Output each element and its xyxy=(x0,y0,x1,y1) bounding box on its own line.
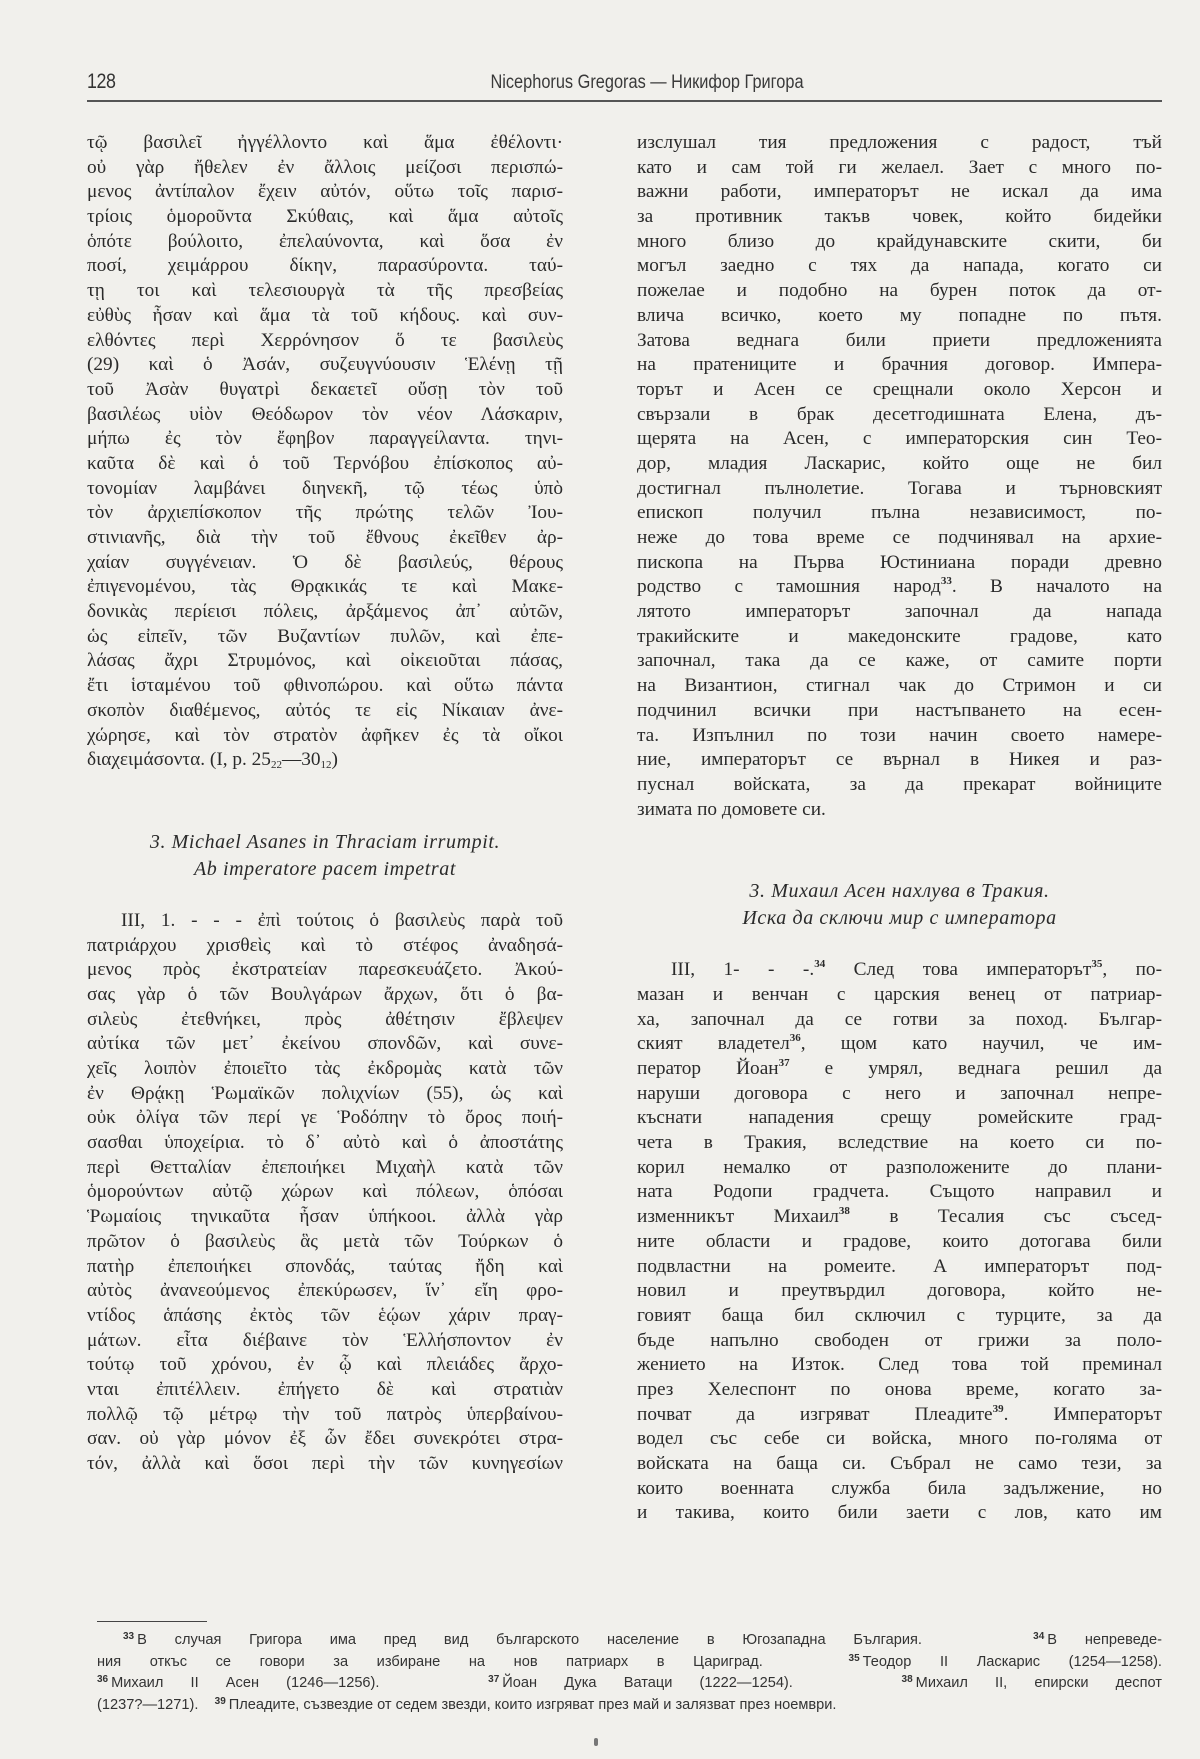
text-line: τρίοις ὁμοροῦντα Σκύθαις, καὶ ἅμα αὐτοῖς xyxy=(87,206,563,228)
text-line: μενος ἀντίπαλον ἔχειν αὐτόν, οὕτω τοῖς παρισ- xyxy=(87,181,563,203)
text-line: почват да изгряват Плеадите$^{39}$. Императорът xyxy=(637,1402,1162,1425)
text-line: τόν, ἀλλὰ καὶ ὅσοι περὶ τὴν τῶν κυνηγεσίων xyxy=(87,1453,563,1474)
footnotes xyxy=(97,1628,1162,1714)
text-line: водел със себе си войска, много по-голяма от xyxy=(637,1428,1162,1450)
text-line: чета в Тракия, вследствие на което си по- xyxy=(637,1132,1162,1154)
greek-paragraph-1 xyxy=(87,131,563,748)
text-line: ὁπότε βούλοιτο, ἐπελαύνοντα, καὶ ὅσα ἐν xyxy=(87,230,563,252)
text-line: οὐ γὰρ ἤθελεν ἐν ἄλλοις μείζοσι περισπώ- xyxy=(87,156,563,178)
footnote-33-number: 33 xyxy=(123,1631,135,1642)
footnote-39-text: Плеадите, съзвездие от седем звезди, които изгряват през май и залязват през ноември. xyxy=(228,1696,837,1713)
text-line: пуснал войската, за да прекарат войниците xyxy=(637,773,1162,795)
text-line: войската на баща си. Събрал не само тези, за xyxy=(637,1453,1162,1474)
footnote-ref-35[interactable]: 35 xyxy=(1091,958,1103,971)
text-line: αὐτίκα τῶν μετ᾽ ἐκείνου σπονδῶν, καὶ συνε- xyxy=(87,1033,563,1055)
text-line: влича всичко, което му попадне по пътя. xyxy=(637,304,1162,326)
text-line: Ῥωμαίοις τηνικαῦτα ἦσαν ὑπήκοοι. ἀλλὰ γὰρ xyxy=(87,1206,563,1228)
footnote-39-number: 39 xyxy=(214,1695,226,1707)
footnote-34-number: 34 xyxy=(1033,1631,1045,1642)
text-line: πολλῷ τῷ μέτρῳ τὴν τοῦ πατρὸς ὑπερβαίνου- xyxy=(87,1403,563,1425)
text-line: много близо до крайдунавските скити, би xyxy=(637,230,1162,252)
footnote-36-text: Михаил II Асен (1246—1256). xyxy=(111,1675,380,1692)
footnote-ref-36[interactable]: 36 xyxy=(789,1032,801,1045)
text-line: родство с тамошния народ$^{33}$. В началото на xyxy=(637,575,1163,598)
footnote-ref-37[interactable]: 37 xyxy=(778,1057,790,1069)
text-line: σας γὰρ ὁ τῶν Βουλγάρων ἄρχων, ὅτι ὁ βα- xyxy=(87,983,563,1005)
text-line: περὶ Θετταλίαν ἐπεποιήκει Μιχαὴλ κατὰ τῶν xyxy=(87,1156,563,1178)
footnote-33-text: В случая Григора има пред вид българското население в Югозападна България. xyxy=(137,1632,922,1648)
text-line: μήπω ἐς τὸν ἔφηβον παραγγείλαντα. τηνι- xyxy=(87,428,563,450)
text-line: III, 1. - - - ἐπὶ τούτοις ὁ βασιλεὺς παρὰ τοῦ xyxy=(121,909,563,931)
footnote-35-text: Теодор II Ласкарис (1254—1258). xyxy=(862,1653,1162,1670)
text-line: къснати нападения срещу ромейските град- xyxy=(637,1107,1162,1129)
text-line: дор, младия Ласкарис, който още не бил xyxy=(637,452,1162,474)
text-line: на Византион, стигнал чак до Стримон и си xyxy=(637,675,1162,697)
text-line: III, 1- - -.$^{34}$ След това императорът$^{35}$, по- xyxy=(671,958,1162,981)
spacer xyxy=(87,883,563,909)
text-line: ние, императорът се върнал в Никея и раз- xyxy=(637,749,1162,771)
text-line: та. Изпълнил по този начин своето намере- xyxy=(637,724,1162,746)
running-title: Nicephorus Gregoras — Никифор Григора xyxy=(490,72,804,93)
text-line: за противник такъв човек, който бидейки xyxy=(637,206,1162,228)
text-line: като и сам той ги желаел. Зает с много по- xyxy=(637,156,1162,178)
header-rule xyxy=(87,100,1162,102)
text-line: говият баща бил сключил с турците, за да xyxy=(637,1304,1162,1326)
text-line: οὐκ ὀλίγα τῶν περί γε Ῥοδόπην τὸ ὄρος ποιή- xyxy=(87,1107,563,1129)
footnote-line-4 xyxy=(97,1693,1162,1715)
text-line: достигнал пълнолетие. Тогава и търновският xyxy=(637,477,1162,499)
footnote-line-3: $^{36}$ Михаил II Асен (1246—1256). $^{37}$ Йоан Дука Ватаци (1222—1254). $^{38}$ Михаил II, епирски деспот xyxy=(97,1674,1162,1692)
text-line: εὐθὺς ἦσαν καὶ ἅμα τὰ τοῦ κήδους. καὶ συν- xyxy=(87,304,563,326)
text-line: σιλεὺς ἐτεθνήκει, πρὸς ἀθέτησιν ἔβλεψεν xyxy=(87,1008,563,1030)
footnote-ref-39[interactable]: 39 xyxy=(992,1402,1004,1415)
text-line: които военната служба била задължение, но xyxy=(637,1477,1162,1499)
text-line: δονικὰς περίεισι πόλεις, ἀρξάμενος ἀπ᾽ αὐτῶν, xyxy=(87,601,563,623)
footnote-37-number: 37 xyxy=(488,1674,500,1686)
text-line: мазан и венчан с царския венец от патриар- xyxy=(637,983,1162,1005)
text-line: σαν. οὐ γὰρ μόνον ἐξ ὧν ἔδει συνεκρότει στρα- xyxy=(87,1428,563,1450)
text-line: ἔτι ἱσταμένου τοῦ φθινοπώρου. καὶ οὕτω πάντα xyxy=(87,675,563,697)
text-line: μάτων. εἶτα διέβαινε τὸν Ἑλλήσποντον ἐν xyxy=(87,1329,563,1351)
footnote-38-text: (1237?—1271). xyxy=(97,1696,199,1713)
footnote-separator xyxy=(97,1621,207,1622)
text-line: ντίδος ἁπάσης ἐκτὸς τῶν ἑῴων χάριν πραγ- xyxy=(87,1304,563,1326)
section-heading-bulgarian-line-2: Иска да сключи мир с императора xyxy=(742,907,1057,930)
text-line: σασθαι ὑποχείρια. τὸ δ᾽ αὐτὸ καὶ ὁ ἀποστάτης xyxy=(87,1132,563,1154)
text-line: μενος πρὸς ἐκστρατείαν παρεσκευάζετο. Ἀκού- xyxy=(87,959,563,981)
text-line: лятото императорът започнал да напада xyxy=(637,601,1162,623)
bulgarian-paragraph-2 xyxy=(637,958,1162,1526)
text-line: неже до това време се подчинявал на архие- xyxy=(637,527,1162,548)
spacer xyxy=(637,932,1162,958)
footnote-38-number: 38 xyxy=(901,1674,913,1686)
text-line: подвластни на ромеите. А императорът под- xyxy=(637,1255,1162,1277)
text-line: νται ἐπιτέλλειν. ἐπήγετο δὲ καὶ στρατιὰν xyxy=(87,1378,563,1400)
text-line: пископа на Първа Юстиниана поради древно xyxy=(637,551,1162,573)
footnote-34-text: ния откъс се говори за избиране на нов патриарх в Цариград. xyxy=(97,1653,763,1670)
text-line: зимата по домовете си. xyxy=(637,798,826,820)
footnote-ref-34[interactable]: 34 xyxy=(814,958,826,971)
spacer xyxy=(637,822,1162,878)
page-header xyxy=(87,66,1162,102)
text-line: ператор Йоан$^{37}$ е умрял, веднага решил да xyxy=(637,1057,1162,1079)
text-line: πατριάρχου χρισθεὶς καὶ τὸ στέφος ἀναδησά- xyxy=(87,934,563,956)
text-line: тракийските и македонските градове, като xyxy=(637,625,1162,647)
section-heading-latin-line-1: 3. Michael Asanes in Thraciam irrumpit. xyxy=(149,830,501,853)
text-line: започнал, така да се каже, от самите порти xyxy=(637,650,1162,672)
text-line: τονομίαν λαμβάνει διηνεκῆ, τῷ τέως ὑπὸ xyxy=(87,477,563,499)
footnote-35-number: 35 xyxy=(848,1652,860,1664)
text-line: ποσί, χειμάρρου δίκην, παρασύροντα. ταύ- xyxy=(87,255,563,277)
text-line: през Хелеспонт по онова време, когато за- xyxy=(637,1378,1162,1400)
text-line: важни работи, императорът не искал да има xyxy=(637,181,1162,203)
text-line: ὡς εἰπεῖν, τῶν Βυζαντίων πυλῶν, καὶ ἐπε- xyxy=(87,625,563,647)
text-line: подчинил всички при настъпването на есен- xyxy=(637,699,1162,721)
text-line: ὁμορούντων αὐτῷ χώρων καὶ πόλεων, ὁπόσαι xyxy=(87,1181,563,1203)
text-line: корил немалко от разположените до плани- xyxy=(637,1156,1162,1178)
text-line: σκοπὸν διαθέμενος, αὐτός τε εἰς Νίκαιαν ἀνε- xyxy=(87,699,563,721)
text-line: βασιλέως υἱὸν Θεόδωρον τὸν νέον Λάσκαριν, xyxy=(87,403,563,425)
text-line: ната Родопи градчета. Същото направил и xyxy=(637,1181,1162,1203)
text-line: пожелае и подобно на бурен поток да от- xyxy=(637,280,1162,302)
text-line: τῷ βασιλεῖ ἠγγέλλοντο καὶ ἅμα ἐθέλοντι· xyxy=(87,132,563,153)
text-line: епископ получил пълна независимост, по- xyxy=(637,502,1162,524)
footnote-36-number: 36 xyxy=(97,1674,109,1686)
text-line: τῃ τοι καὶ τελεσιουργὰ τὰ τῆς πρεσβείας xyxy=(87,280,563,302)
text-line: на пратениците и брачния договор. Импера- xyxy=(637,354,1162,376)
text-line: могъл заедно с тях да напада, когато си xyxy=(637,255,1162,277)
text-line: στινιανῆς, διὰ τὴν τοῦ ἔθνους ἐκεῖθεν ἀρ- xyxy=(87,527,563,548)
text-line: αὐτὸς ἀνανεούμενος ἐπεκύρωσεν, ἵν᾽ εἴη φρο- xyxy=(87,1280,563,1302)
text-line: πατὴρ ἐπεποιήκει σπονδάς, ταύτας ἤδη καὶ xyxy=(87,1255,563,1277)
section-heading-latin-line-2: Ab imperatore pacem impetrat xyxy=(193,857,457,880)
text-line: ха, започнал да се готви за поход. Българ- xyxy=(637,1008,1162,1030)
spacer xyxy=(87,773,563,829)
text-line: χαίαν συγγένειαν. Ὁ δὲ βασιλεύς, θέρους xyxy=(87,551,563,573)
text-line: Затова веднага били приети предложенията xyxy=(637,329,1162,351)
text-line: бъде напълно свободен от грижи за поло- xyxy=(637,1329,1162,1351)
text-line: τούτῳ τοῦ χρόνου, ἐν ᾧ καὶ πλειάδες ἄρχο- xyxy=(87,1354,563,1376)
text-line: πρῶτον ὁ βασιλεὺς ἃς μετὰ τῶν Τούρκων ὁ xyxy=(87,1230,563,1252)
text-line: новил и преутвърдил договора, който не- xyxy=(637,1280,1162,1302)
text-line: χεῖς λοιπὸν ἐποιεῖτο τὰς ἐκδρομὰς κατὰ τῶν xyxy=(87,1058,563,1079)
text-line: τὸν ἀρχιεπίσκοπον τῆς πρώτης τελῶν Ἰου- xyxy=(87,502,563,524)
text-line: λάσας ἄχρι Στρυμόνος, καὶ οἰκειοῦται πάσας, xyxy=(87,650,563,672)
greek-paragraph-1-last-line: διαχειμάσοντα. (I, p. $25_{22}—30_{12}$) xyxy=(87,749,338,772)
bulgarian-paragraph-1 xyxy=(637,131,1162,575)
text-line: изслушал тия предложения с радост, тъй xyxy=(637,132,1162,153)
text-line: свързали в брак десетгодишната Елена, дъ- xyxy=(637,403,1162,425)
section-heading-bulgarian-line-1: 3. Михаил Асен нахлува в Тракия. xyxy=(749,880,1050,903)
text-line: ελθόντες περὶ Χερρόνησον ὅ τε βασιλεὺς xyxy=(87,329,563,351)
text-line: торът и Асен се срещнали около Херсон и xyxy=(637,378,1162,400)
text-line: ἐν Θρᾴκῃ Ῥωμαϊκῶν πολιχνίων (55), ὡς καὶ xyxy=(87,1082,563,1104)
bulgarian-paragraph-1-cont xyxy=(637,600,1162,798)
text-line: ският владетел$^{36}$, щом като научил, че им- xyxy=(637,1032,1162,1055)
footnote-ref-38[interactable]: 38 xyxy=(838,1205,850,1218)
text-line: жението на Изток. След това той преминал xyxy=(637,1354,1162,1376)
bulgarian-text-column xyxy=(637,131,1162,1526)
text-line: и такива, които били заети с лов, като им xyxy=(637,1502,1162,1524)
text-line: наруши договора с него и започнал непре- xyxy=(637,1082,1162,1104)
text-line: χώρησε, καὶ τὸν στρατὸν ἀφῆκεν ἐς τὰ οἴκοι xyxy=(87,724,563,746)
text-line: ните области и градове, които дотогава били xyxy=(637,1230,1162,1252)
footnote-line-2 xyxy=(97,1650,1162,1672)
footnote-37-text: Йоан Дука Ватаци (1222—1254). xyxy=(502,1675,793,1692)
page-number: 128 xyxy=(87,70,116,93)
text-line: τοῦ Ἀσὰν θυγατρὶ δεκαετεῖ οὔσῃ τὸν τοῦ xyxy=(87,378,563,400)
greek-paragraph-2 xyxy=(87,909,563,1477)
text-line: щерята на Асен, с императорския син Тео- xyxy=(637,428,1162,450)
text-line: ἐπιγενομένου, τὰς Θρᾳκικάς τε καὶ Μακε- xyxy=(87,576,563,598)
footnote-ref-33[interactable]: 33 xyxy=(940,575,952,588)
text-line: изменникът Михаил$^{38}$ в Тесалия със съсед- xyxy=(637,1205,1162,1228)
text-line: καῦτα δὲ καὶ ὁ τοῦ Τερνόβου ἐπίσκοπος αὐ- xyxy=(87,452,563,474)
text-line: (29) καὶ ὁ Ἀσάν, συζευγνύουσιν Ἑλένῃ τῇ xyxy=(87,354,563,376)
greek-text-column xyxy=(87,131,563,1477)
footnote-line-1: $^{33}$ В случая Григора има пред вид българското население в Югозападна България. $^{34}$ В непреведе- xyxy=(123,1631,1163,1648)
scan-artifact xyxy=(594,1738,598,1746)
